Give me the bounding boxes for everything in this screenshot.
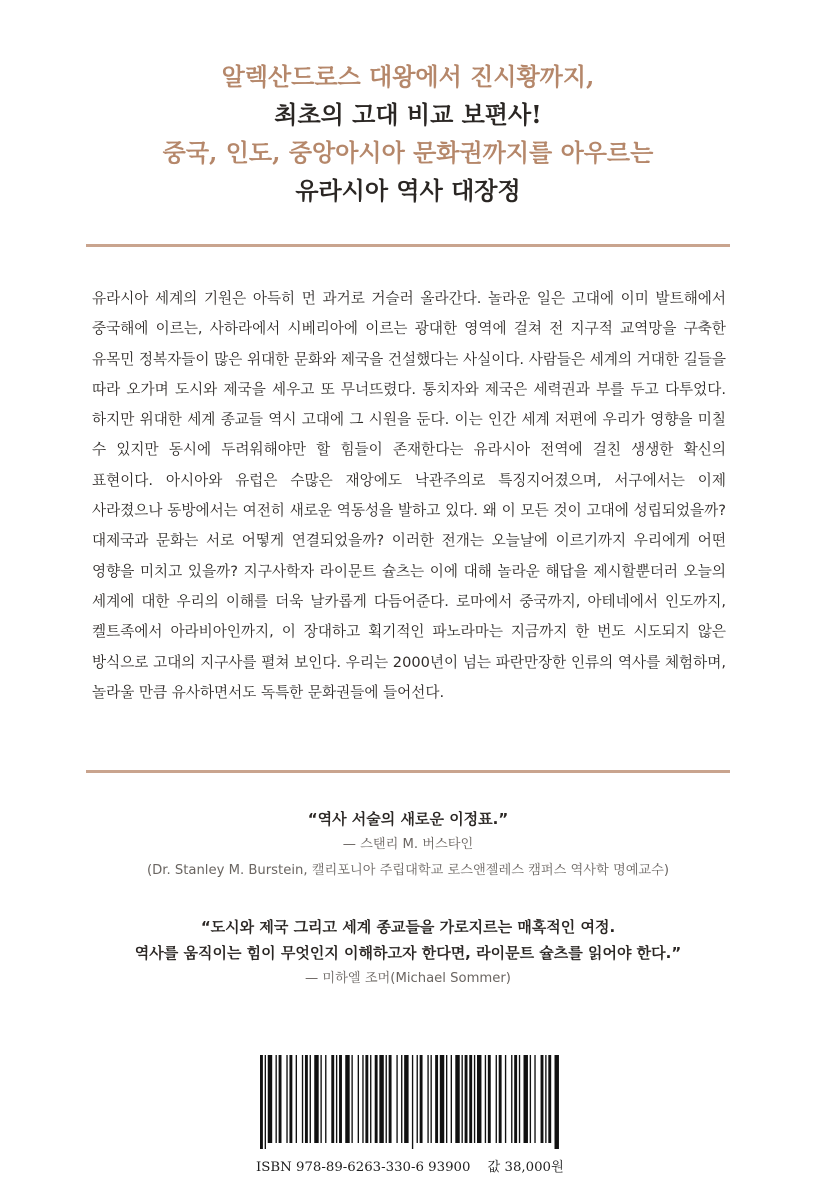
endorsement-2-text-line-2: 역사를 움직이는 힘이 무엇인지 이해하고자 한다면, 라이문트 슐츠를 읽어야 한다.”	[134, 944, 682, 962]
description-paragraph: 유라시아 세계의 기원은 아득히 먼 과거로 거슬러 올라간다. 놀라운 일은 고대에 이미 발트해에서 중국해에 이르는, 사하라에서 시베리아에 이르는 광대한 영역에 걸쳐 전 지구적 교역망을 구축한 유목민 정복자들이 많은 위대한 문화와 제국을 건설했다는 사실이다. 사람들은 세계의 거대한 길들을 따라 오가며 도시와 제국을 세우고 또 무너뜨렸다. 통치자와 제국은 세력권과 부를 두고 다투었다. 하지만 위대한 세계 종교들 역시 고대에 그 시원을 둔다. 이는 인간 세계 저편에 우리가 영향을 미칠 수 있지만 동시에 두려워해야만 할 힘들이 존재한다는 유라시아 전역에 걸친 생생한 확신의 표현이다. 아시아와 유럽은 수많은 재앙에도 낙관주의로 특징지어졌으며, 서구에서는 이제 사라졌으나 동방에서는 여전히 새로운 역동성을 발하고 있다. 왜 이 모든 것이 고대에 성립되었을까? 대제국과 문화는 서로 어떻게 연결되었을까? 이러한 전개는 오늘날에 이르기까지 우리에게 어떤 영향을 미치고 있을까? 지구사학자 라이문트 슐츠는 이에 대해 놀라운 해답을 제시할뿐더러 오늘의 세계에 대한 우리의 이해를 더욱 날카롭게 다듬어준다. 로마에서 중국까지, 아테네에서 인도까지, 켈트족에서 아라비아인까지, 이 장대하고 획기적인 파노라마는 지금까지 한 번도 시도되지 않은 방식으로 고대의 지구사를 펼쳐 보인다. 우리는 2000년이 넘는 파란만장한 인류의 역사를 체험하며, 놀라울 만큼 유사하면서도 독특한 문화권들에 들어선다.	[92, 290, 726, 701]
endorsement-2-author: — 미하엘 조머(Michael Sommer)	[305, 971, 511, 986]
headline	[0, 58, 816, 210]
top-divider	[86, 244, 730, 247]
isbn-line	[256, 1156, 562, 1175]
headline-line-3: 중국, 인도, 중앙아시아 문화권까지를 아우르는	[162, 138, 654, 167]
barcode-bars	[256, 1055, 562, 1149]
endorsement-1-affiliation: (Dr. Stanley M. Burstein, 캘리포니아 주립대학교 로스앤젤레스 캠퍼스 역사학 명예교수)	[146, 863, 670, 878]
headline-line-2: 최초의 고대 비교 보편사!	[274, 100, 542, 129]
endorsement-2	[0, 914, 816, 992]
barcode	[256, 1055, 562, 1149]
headline-line-4: 유라시아 역사 대장정	[295, 176, 521, 205]
isbn-number: ISBN 978-89-6263-330-6 93900	[256, 1160, 471, 1175]
endorsement-2-text-line-1: “도시와 제국 그리고 세계 종교들을 가로지르는 매혹적인 여정.	[200, 918, 616, 936]
bottom-divider	[86, 770, 730, 773]
endorsement-1-author: — 스탠리 M. 버스타인	[342, 837, 474, 852]
headline-line-1: 알렉산드로스 대왕에서 진시황까지,	[221, 62, 595, 91]
price: 값 38,000원	[487, 1160, 564, 1175]
endorsement-1	[0, 806, 816, 884]
endorsement-1-text: “역사 서술의 새로운 이정표.”	[307, 810, 509, 828]
